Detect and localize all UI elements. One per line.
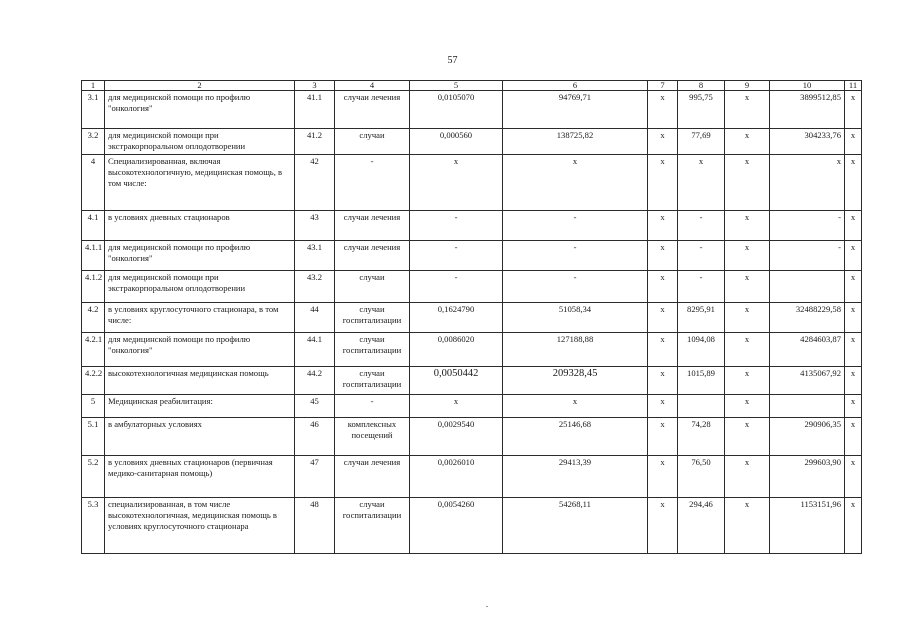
table-cell: х [725, 91, 770, 129]
table-cell: 4.2 [82, 303, 105, 333]
table-row [82, 91, 862, 129]
column-header: 10 [770, 81, 845, 91]
table-cell: х [648, 418, 678, 456]
table-cell: случаи госпитализации [335, 367, 410, 395]
page-number: 57 [447, 55, 458, 66]
table-cell: 294,46 [678, 498, 725, 554]
table-cell: х [845, 418, 862, 456]
table-cell: случаи лечения [335, 91, 410, 129]
table-cell: 4.1.2 [82, 271, 105, 303]
table-cell: для медицинской помощи по профилю "онкология" [105, 241, 295, 271]
table-cell: в условиях дневных стационаров (первичная медико-санитарная помощь) [105, 456, 295, 498]
table-cell: 77,69 [678, 129, 725, 155]
table-cell: 48 [295, 498, 335, 554]
table-cell: 304233,76 [770, 129, 845, 155]
table-cell: х [725, 395, 770, 418]
table-cell: х [725, 129, 770, 155]
table-cell: х [648, 155, 678, 211]
table-cell: 209328,45 [503, 367, 648, 395]
table-cell: для медицинской помощи по профилю "онкология" [105, 333, 295, 367]
column-header: 2 [105, 81, 295, 91]
table-cell: х [648, 241, 678, 271]
header-row [82, 81, 862, 91]
table-cell: 43.2 [295, 271, 335, 303]
table-cell: 45 [295, 395, 335, 418]
table-cell: случаи госпитализации [335, 498, 410, 554]
table-cell: случаи лечения [335, 241, 410, 271]
table-cell: х [845, 271, 862, 303]
table-row [82, 498, 862, 554]
table-cell: - [335, 395, 410, 418]
table-cell: х [725, 367, 770, 395]
table-cell: х [503, 155, 648, 211]
table-cell: х [845, 211, 862, 241]
table-row [82, 395, 862, 418]
table-cell: 0,0050442 [410, 367, 503, 395]
table-row [82, 418, 862, 456]
table-cell: в условиях круглосуточного стационара, в том числе: [105, 303, 295, 333]
table-cell: х [725, 418, 770, 456]
table-row [82, 241, 862, 271]
table-cell: х [678, 155, 725, 211]
table-cell: 42 [295, 155, 335, 211]
table-cell: 0,0105070 [410, 91, 503, 129]
table-cell: для медицинской помощи по профилю "онкология" [105, 91, 295, 129]
table-cell: 41.2 [295, 129, 335, 155]
table-cell: 4135067,92 [770, 367, 845, 395]
table-cell: 41.1 [295, 91, 335, 129]
table-row [82, 333, 862, 367]
table-cell: 4.2.2 [82, 367, 105, 395]
table-cell: 43 [295, 211, 335, 241]
table-cell: 44 [295, 303, 335, 333]
table-cell: в условиях дневных стационаров [105, 211, 295, 241]
table-row [82, 303, 862, 333]
column-header: 11 [845, 81, 862, 91]
table-row [82, 456, 862, 498]
table-cell: х [648, 129, 678, 155]
table-cell: 4 [82, 155, 105, 211]
table-cell: в амбулаторных условиях [105, 418, 295, 456]
table-cell: для медицинской помощи при экстракорпоральном оплодотворении [105, 271, 295, 303]
table-cell: случаи [335, 129, 410, 155]
table-cell: - [503, 241, 648, 271]
table-cell: х [725, 303, 770, 333]
table-cell: х [648, 91, 678, 129]
table-cell: 0,1624790 [410, 303, 503, 333]
table-cell: 1094,08 [678, 333, 725, 367]
table-cell: 3.2 [82, 129, 105, 155]
table-cell: х [725, 211, 770, 241]
table-cell: 94769,71 [503, 91, 648, 129]
table-cell: х [845, 303, 862, 333]
table-row [82, 367, 862, 395]
table-cell: 32488229,58 [770, 303, 845, 333]
column-header: 6 [503, 81, 648, 91]
table-cell [770, 271, 845, 303]
table-cell: 290906,35 [770, 418, 845, 456]
table-cell: Медицинская реабилитация: [105, 395, 295, 418]
table-cell: 127188,88 [503, 333, 648, 367]
table-cell: х [410, 395, 503, 418]
table-cell: 0,0029540 [410, 418, 503, 456]
table-cell: 0,000560 [410, 129, 503, 155]
table-cell: х [725, 155, 770, 211]
table-cell: 5.1 [82, 418, 105, 456]
table-cell: - [678, 241, 725, 271]
table-cell: 4284603,87 [770, 333, 845, 367]
column-header: 1 [82, 81, 105, 91]
table-cell: 29413,39 [503, 456, 648, 498]
table-cell: 3.1 [82, 91, 105, 129]
table-cell: х [648, 395, 678, 418]
data-table [81, 80, 862, 554]
table-cell: специализированная, в том числе высокотехнологичная, медицинская помощь в условиях круглосуточного стационара [105, 498, 295, 554]
table-cell: 0,0054260 [410, 498, 503, 554]
table-cell: 46 [295, 418, 335, 456]
table-cell: х [648, 303, 678, 333]
table-cell: случаи госпитализации [335, 303, 410, 333]
table-row [82, 271, 862, 303]
table-cell: х [845, 155, 862, 211]
table-cell [678, 395, 725, 418]
table-cell: х [845, 91, 862, 129]
column-header: 4 [335, 81, 410, 91]
table-cell: х [725, 333, 770, 367]
column-header: 5 [410, 81, 503, 91]
table-cell: 1153151,96 [770, 498, 845, 554]
table-cell: 25146,68 [503, 418, 648, 456]
table-cell: х [648, 333, 678, 367]
table-cell: х [648, 456, 678, 498]
table-cell: х [725, 456, 770, 498]
table-cell: х [770, 155, 845, 211]
table-cell: х [648, 211, 678, 241]
table-cell: 995,75 [678, 91, 725, 129]
table-cell: случаи лечения [335, 456, 410, 498]
table-cell: 0,0086020 [410, 333, 503, 367]
table-cell: х [648, 367, 678, 395]
column-header: 3 [295, 81, 335, 91]
table-cell: х [725, 498, 770, 554]
table-cell: 54268,11 [503, 498, 648, 554]
table-cell: 51058,34 [503, 303, 648, 333]
table-cell: - [410, 241, 503, 271]
table-cell: 1015,89 [678, 367, 725, 395]
table-cell: случаи лечения [335, 211, 410, 241]
table-cell: х [648, 498, 678, 554]
table-cell: 5 [82, 395, 105, 418]
table-cell: 44.2 [295, 367, 335, 395]
table-cell: 299603,90 [770, 456, 845, 498]
table-cell: - [770, 211, 845, 241]
table-cell: х [845, 367, 862, 395]
table-cell: 4.1.1 [82, 241, 105, 271]
table-cell: х [845, 333, 862, 367]
table-cell: - [678, 211, 725, 241]
table-cell: х [648, 271, 678, 303]
column-header: 9 [725, 81, 770, 91]
table-cell: 138725,82 [503, 129, 648, 155]
table-cell: 3899512,85 [770, 91, 845, 129]
table-cell: 4.2.1 [82, 333, 105, 367]
table-cell: случаи госпитализации [335, 333, 410, 367]
table-cell: х [725, 241, 770, 271]
table-cell: 8295,91 [678, 303, 725, 333]
table-row [82, 155, 862, 211]
table-cell: х [845, 241, 862, 271]
table-cell: - [410, 271, 503, 303]
table-cell: - [770, 241, 845, 271]
table-cell: 44.1 [295, 333, 335, 367]
table-cell: - [503, 271, 648, 303]
table-cell: - [410, 211, 503, 241]
table-cell: 4.1 [82, 211, 105, 241]
table-cell: 5.3 [82, 498, 105, 554]
table-cell: 47 [295, 456, 335, 498]
table-cell: 0,0026010 [410, 456, 503, 498]
table-cell: случаи [335, 271, 410, 303]
table-row [82, 129, 862, 155]
column-header: 7 [648, 81, 678, 91]
table-cell: - [678, 271, 725, 303]
table-cell: - [503, 211, 648, 241]
table-cell: х [503, 395, 648, 418]
table-cell: х [410, 155, 503, 211]
table-cell: 76,50 [678, 456, 725, 498]
table-cell: 5.2 [82, 456, 105, 498]
column-header: 8 [678, 81, 725, 91]
scan-speck [486, 606, 488, 607]
table-cell: х [845, 456, 862, 498]
table-cell: для медицинской помощи при экстракорпоральном оплодотворении [105, 129, 295, 155]
table-cell: 74,28 [678, 418, 725, 456]
table-cell: х [845, 129, 862, 155]
table-cell: комплексных посещений [335, 418, 410, 456]
table-cell: Специализированная, включая высокотехнологичную, медицинская помощь, в том числе: [105, 155, 295, 211]
table-cell: х [845, 498, 862, 554]
table-cell: х [725, 271, 770, 303]
table-row [82, 211, 862, 241]
table-cell: высокотехнологичная медицинская помощь [105, 367, 295, 395]
table-cell: 43.1 [295, 241, 335, 271]
table-cell [770, 395, 845, 418]
table-cell: х [845, 395, 862, 418]
table-cell: - [335, 155, 410, 211]
